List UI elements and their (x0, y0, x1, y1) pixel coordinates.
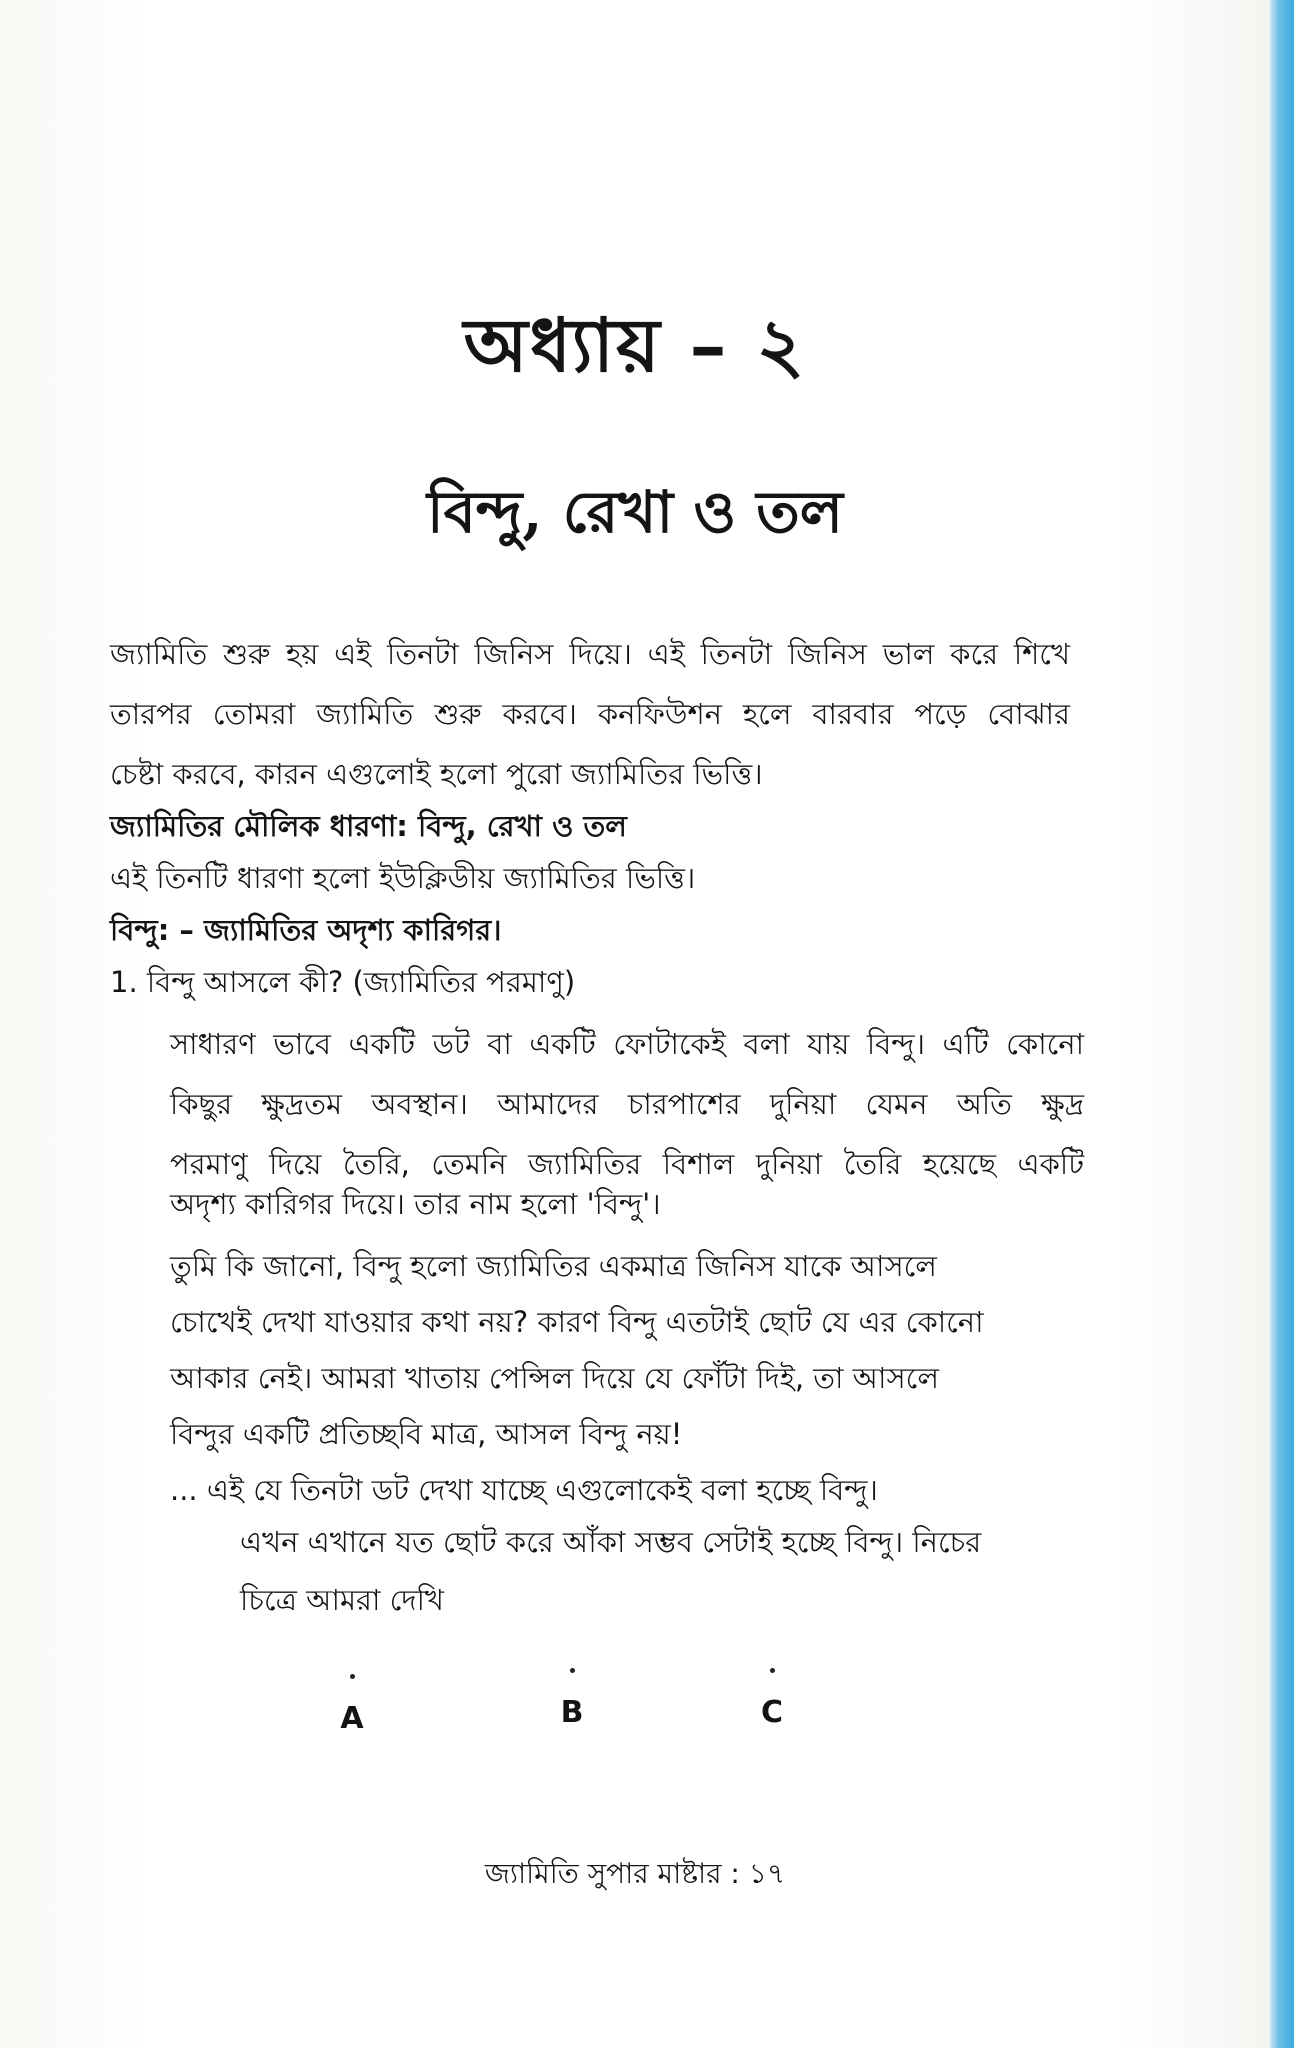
page-footer: জ্যামিতি সুপার মাষ্টার : ১৭ (484, 1857, 786, 1890)
para2-line-4: বিন্দুর একটি প্রতিচ্ছবি মাত্র, আসল বিন্দু নয়! (170, 1417, 683, 1451)
point-a (322, 1674, 382, 1736)
heading-point: বিন্দু: – জ্যামিতির অদৃশ্য কারিগর। (110, 913, 502, 947)
intro-line-2: তারপর তোমরা জ্যামিতি শুরু করবে। কনফিউশন হলে বারবার পড়ে বোঝার (110, 697, 1070, 731)
intro-line-1: জ্যামিতি শুরু হয় এই তিনটা জিনিস দিয়ে। এই তিনটা জিনিস ভাল করে শিখে (110, 637, 1070, 671)
intro-line-3: চেষ্টা করবে, কারন এগুলোই হলো পুরো জ্যামিতির ভিত্তি। (110, 757, 763, 791)
para2-line-3: আকার নেই। আমরা খাতায় পেন্সিল দিয়ে যে ফোঁটা দিই, তা আসলে (170, 1361, 939, 1395)
point-c (742, 1668, 802, 1730)
point-b-label: B (560, 1695, 584, 1730)
point-b (542, 1668, 602, 1730)
book-edge (1270, 0, 1294, 2048)
para1-line-2: কিছুর ক্ষুদ্রতম অবস্থান। আমাদের চারপাশের দুনিয়া যেমন অতি ক্ষুদ্র (170, 1087, 1084, 1121)
basic-concept-text: এই তিনটি ধারণা হলো ইউক্লিডীয় জ্যামিতির ভিত্তি। (110, 861, 696, 895)
chapter-title: অধ্যায় – ২ (463, 303, 807, 389)
para2-line-2: চোখেই দেখা যাওয়ার কথা নয়? কারণ বিন্দু এতটাই ছোট যে এর কোনো (170, 1305, 984, 1339)
heading-basic-concept: জ্যামিতির মৌলিক ধারণা: বিন্দু, রেখা ও তল (110, 809, 627, 843)
list-item-1: 1. বিন্দু আসলে কী? (জ্যামিতির পরমাণু) (110, 965, 576, 999)
para4-line-1: এখন এখানে যত ছোট করে আঁকা সম্ভব সেটাই হচ্ছে বিন্দু। নিচের (240, 1525, 982, 1559)
point-b-dot (570, 1668, 575, 1673)
point-c-dot (770, 1668, 775, 1673)
chapter-subtitle: বিন্দু, রেখা ও তল (427, 478, 843, 546)
point-a-dot (350, 1674, 355, 1679)
point-c-label: C (760, 1695, 784, 1730)
para1-line-4: অদৃশ্য কারিগর দিয়ে। তার নাম হলো 'বিন্দু'। (170, 1187, 661, 1221)
para2-line-1: তুমি কি জানো, বিন্দু হলো জ্যামিতির একমাত্র জিনিস যাকে আসলে (170, 1249, 937, 1283)
para4-line-2: চিত্রে আমরা দেখি (240, 1583, 444, 1617)
point-a-label: A (340, 1701, 364, 1736)
para1-line-1: সাধারণ ভাবে একটি ডট বা একটি ফোটাকেই বলা যায় বিন্দু। এটি কোনো (170, 1027, 1084, 1061)
para3: ... এই যে তিনটা ডট দেখা যাচ্ছে এগুলোকেই বলা হচ্ছে বিন্দু। (170, 1473, 878, 1507)
para1-line-3: পরমাণু দিয়ে তৈরি, তেমনি জ্যামিতির বিশাল দুনিয়া তৈরি হয়েছে একটি (170, 1147, 1084, 1181)
